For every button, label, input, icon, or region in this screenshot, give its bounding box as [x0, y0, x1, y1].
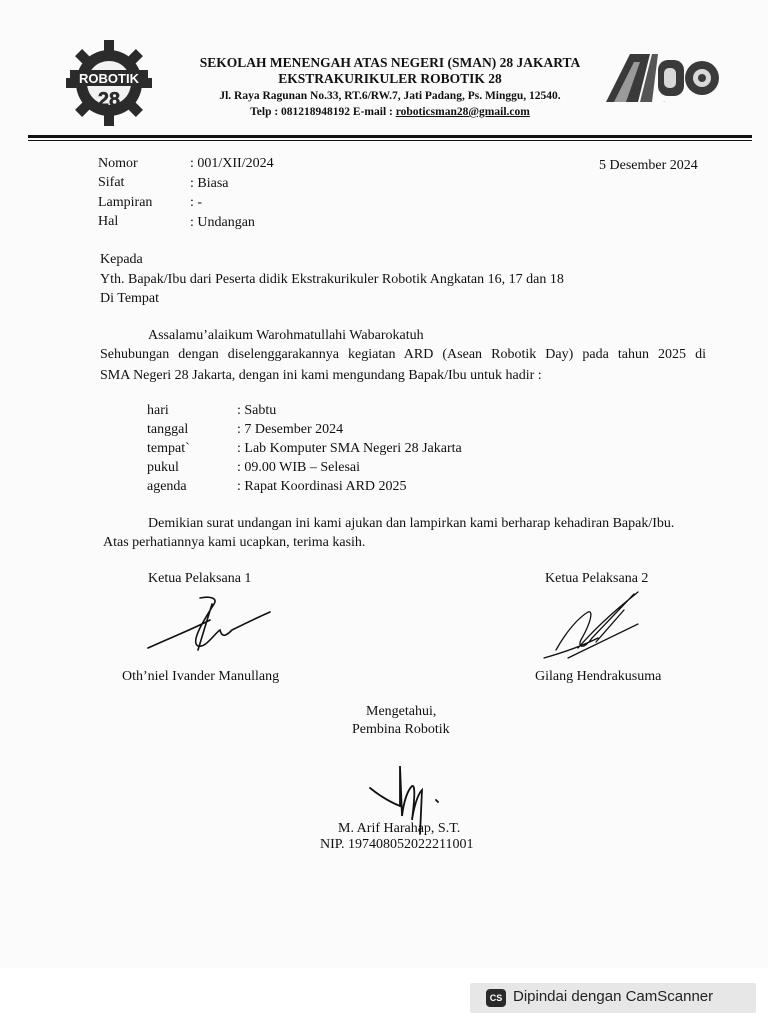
logo-left-word: ROBOTIK — [79, 71, 139, 86]
ard-logo — [604, 52, 722, 104]
closing-line1: Demikian surat undangan ini kami ajukan dan lampirkan kami berharap kehadiran Bapak/Ibu. — [148, 516, 675, 531]
approver-name: M. Arif Harahap, S.T. — [338, 821, 461, 836]
detail-value-tempat: : Lab Komputer SMA Negeri 28 Jakarta — [237, 441, 462, 456]
meta-label-lampiran: Lampiran — [98, 195, 153, 210]
header-divider-thin — [28, 140, 752, 141]
detail-label-hari: hari — [147, 403, 169, 418]
meta-label-sifat: Sifat — [98, 175, 125, 190]
signature-left — [140, 590, 280, 660]
meta-label-hal: Hal — [98, 214, 119, 229]
recipient-addressee: Yth. Bapak/Ibu dari Peserta didik Ekstrakurikuler Robotik Angkatan 16, 17 dan 18 — [100, 272, 564, 287]
meta-value-lampiran: : - — [190, 195, 203, 210]
logo-left-number: 28 — [97, 89, 121, 111]
signer-right-title: Ketua Pelaksana 2 — [545, 571, 649, 586]
email-link[interactable]: roboticsman28@gmail.com — [395, 106, 530, 118]
logo-right-text: ARD — [663, 102, 666, 103]
signature-right — [538, 588, 648, 668]
robotik-gear-logo — [66, 40, 152, 126]
meta-label-nomor: Nomor — [98, 156, 138, 171]
detail-value-agenda: : Rapat Koordinasi ARD 2025 — [237, 479, 407, 494]
detail-value-pukul: : 09.00 WIB – Selesai — [237, 460, 361, 475]
body-paragraph-line1: Sehubungan dengan diselenggarakannya kegiatan ARD (Asean Robotik Day) pada tahun 2025 di — [100, 347, 706, 362]
greeting: Assalamu’alaikum Warohmatullahi Wabarokatuh — [148, 328, 424, 343]
meta-value-hal: : Undangan — [190, 215, 255, 230]
school-name: SEKOLAH MENENGAH ATAS NEGERI (SMAN) 28 JAKARTA — [199, 55, 581, 70]
detail-label-tempat: tempat` — [147, 441, 190, 456]
detail-value-tanggal: : 7 Desember 2024 — [237, 422, 344, 437]
approval-label: Mengetahui, — [366, 704, 437, 719]
camscanner-text: Dipindai dengan CamScanner — [513, 988, 714, 1005]
school-address: Jl. Raya Ragunan No.33, RT.6/RW.7, Jati Padang, Ps. Minggu, 12540. — [219, 90, 561, 102]
meta-value-nomor: : 001/XII/2024 — [190, 156, 274, 171]
camscanner-icon: CS — [486, 989, 506, 1007]
detail-label-pukul: pukul — [147, 460, 179, 475]
closing-line2: Atas perhatiannya kami ucapkan, terima kasih. — [103, 535, 366, 550]
contact-line — [160, 106, 620, 118]
detail-value-hari: : Sabtu — [237, 403, 277, 418]
approval-role: Pembina Robotik — [352, 722, 450, 737]
contact-prefix: Telp : 081218948192 E-mail : — [250, 106, 396, 118]
signer-right-name: Gilang Hendrakusuma — [535, 669, 662, 684]
recipient-kepada: Kepada — [100, 252, 143, 267]
detail-label-agenda: agenda — [147, 479, 187, 494]
signer-left-name: Oth’niel Ivander Manullang — [122, 669, 280, 684]
signer-left-title: Ketua Pelaksana 1 — [148, 571, 252, 586]
body-paragraph-line2: SMA Negeri 28 Jakarta, dengan ini kami mengundang Bapak/Ibu untuk hadir : — [100, 368, 542, 383]
letter-date: 5 Desember 2024 — [599, 158, 698, 173]
recipient-location: Di Tempat — [100, 291, 160, 306]
approver-nip: NIP. 197408052022211001 — [320, 837, 474, 852]
meta-value-sifat: : Biasa — [190, 176, 229, 191]
header-divider-thick — [28, 135, 752, 138]
detail-label-tanggal: tanggal — [147, 422, 189, 437]
club-name: EKSTRAKURIKULER ROBOTIK 28 — [278, 71, 502, 86]
